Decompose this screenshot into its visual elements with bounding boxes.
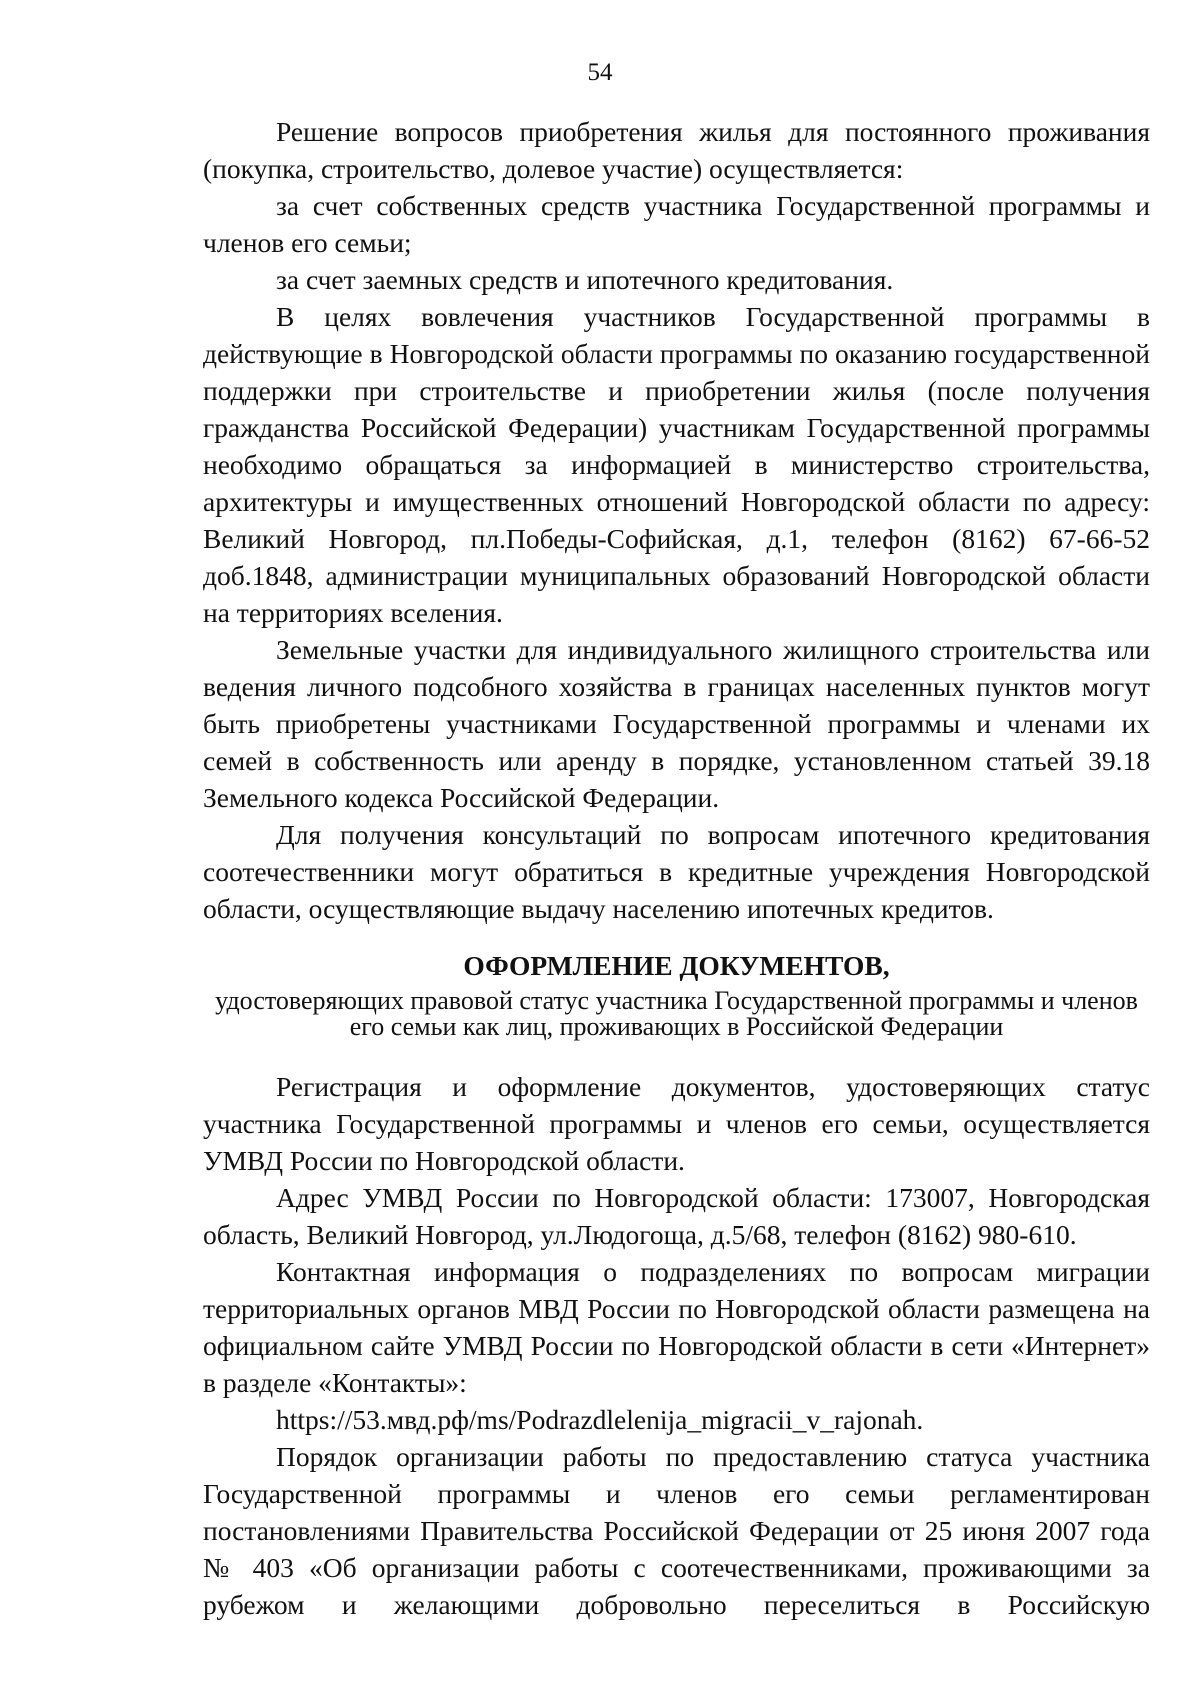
paragraph-land-plots: Земельные участки для индивидуального жилищного строительства или ведения личного подсобного хозяйства в границах населенных пунктов могут быть приобретены участниками Государственной программы и членами их семей в собственность или аренду в порядке, установленном статьей 39.18 Земельного кодекса Российской Федерации. — [203, 634, 1150, 813]
paragraph-status-procedure: Порядок организации работы по предоставлению статуса участника Государственной программы и членов его семьи регламентирован постановлениями Правительства Российской Федерации от 25 июня 2007 года № 403 «Об организации работы с соотечественниками, проживающими за рубежом и желающими добровольно переселиться в Российскую — [203, 1441, 1150, 1620]
paragraph-contact-info: Контактная информация о подразделениях по вопросам миграции территориальных органов МВД России по Новгородской области размещена на официальном сайте УМВД России по Новгородской области в сети «Интернет» в разделе «Контакты»: — [203, 1256, 1150, 1398]
section-spacer — [203, 1040, 1150, 1068]
paragraph-mortgage-consultation: Для получения консультаций по вопросам ипотечного кредитования соотечественники могут обратиться в кредитные учреждения Новгородской области, осуществляющие выдачу населению ипотечных кредитов. — [203, 819, 1150, 924]
paragraph-registration: Регистрация и оформление документов, удостоверяющих статус участника Государственной программы и членов его семьи, осуществляется УМВД России по Новгородской области. — [203, 1071, 1150, 1176]
paragraph-state-support: В целях вовлечения участников Государственной программы в действующие в Новгородской области программы по оказанию государственной поддержки при строительстве и приобретении жилья (после получения гражданства Российской Федерации) участникам Государственной программы необходимо обращаться за информацией в министерство строительства, архитектуры и имущественных отношений Новгородской области по адресу: Великий Новгород, пл.Победы-Софийская, д.1, телефон (8162) 67-66-52 доб.1848, администрации муниципальных образований Новгородской области на территориях вселения. — [203, 301, 1150, 628]
section-heading: ОФОРМЛЕНИЕ ДОКУМЕНТОВ, — [463, 950, 890, 981]
paragraph-borrowed-funds: за счет заемных средств и ипотечного кредитования. — [276, 264, 894, 295]
paragraph-own-funds: за счет собственных средств участника Государственной программы и членов его семьи; — [203, 190, 1150, 258]
paragraph-umvd-address: Адрес УМВД России по Новгородской области: 173007, Новгородская область, Великий Новгород, ул.Людогоща, д.5/68, телефон (8162) 980-610. — [203, 1182, 1150, 1250]
page-number: 54 — [587, 59, 613, 86]
section-subheading: удостоверяющих правовой статус участника Государственной программы и членов его семьи как лиц, проживающих в Российской Федерации — [215, 986, 1138, 1041]
migration-units-url: https://53.мвд.рф/ms/Podrazdlelenija_migracii_v_rajonah. — [276, 1404, 924, 1435]
document-body — [203, 113, 1150, 1623]
paragraph-housing-acquisition: Решение вопросов приобретения жилья для постоянного проживания (покупка, строительство, долевое участие) осуществляется: — [203, 116, 1150, 184]
